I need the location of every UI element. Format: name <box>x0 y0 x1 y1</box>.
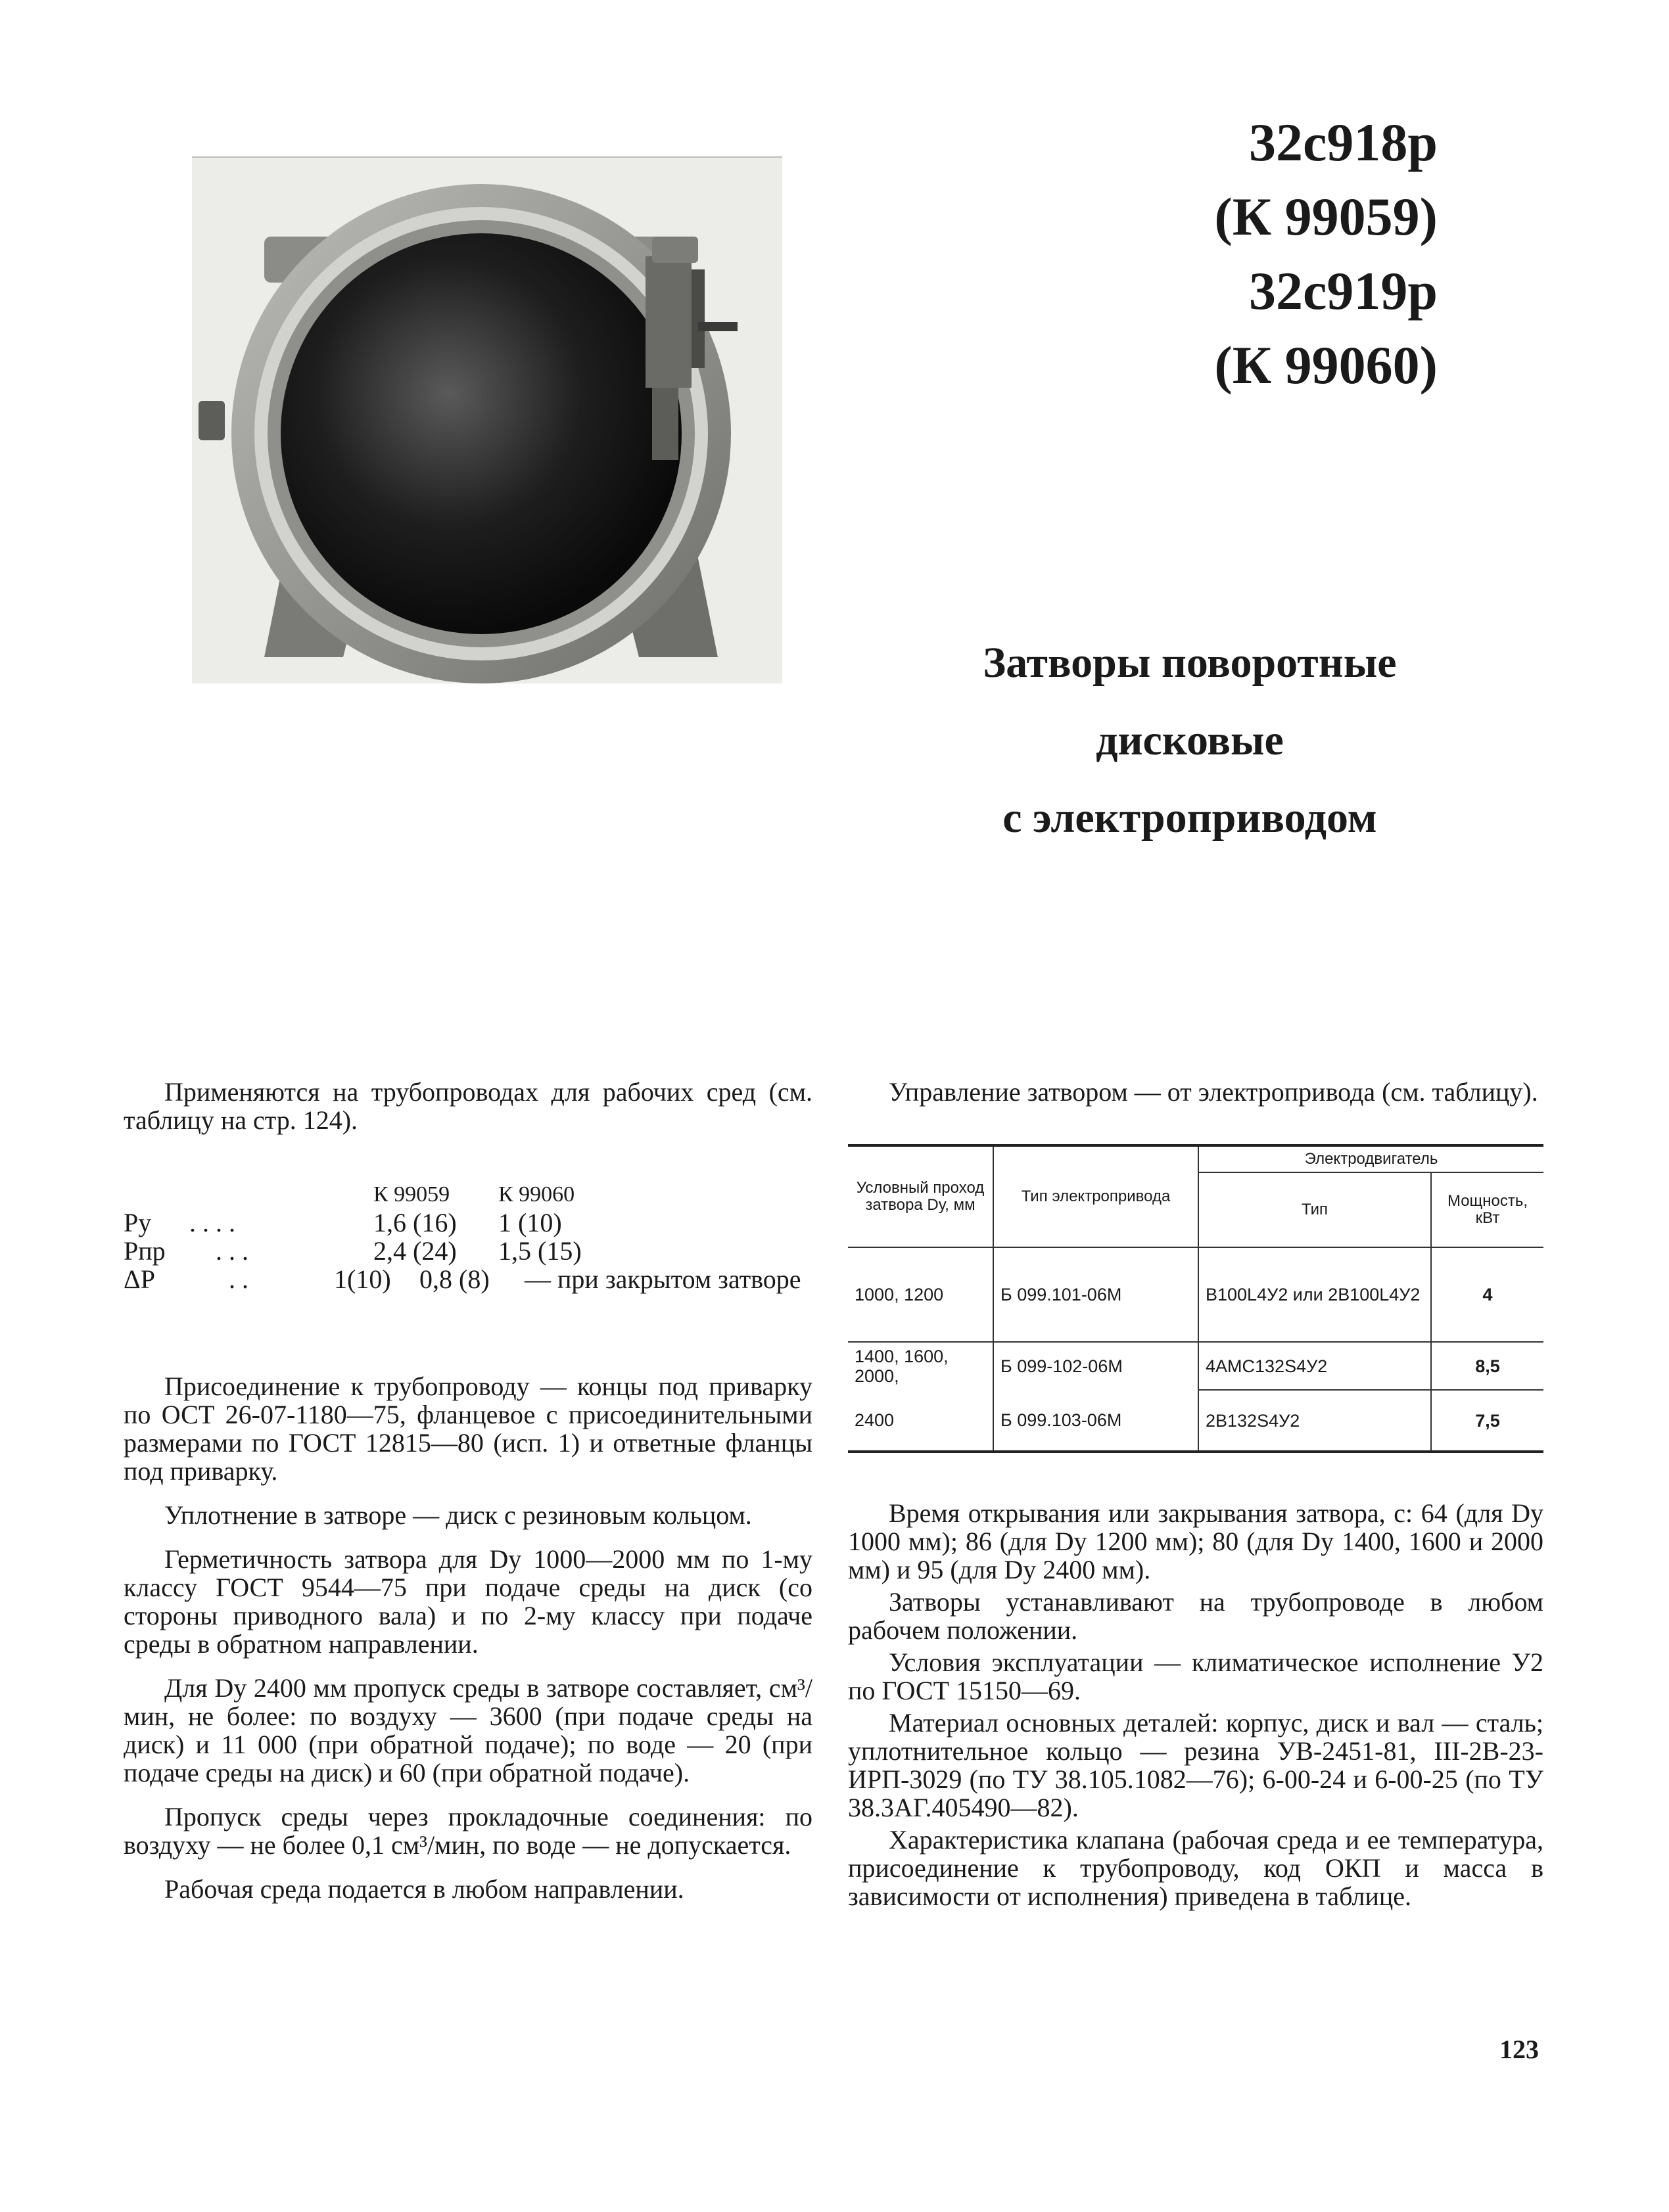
title-line-2: дисковые <box>1096 716 1284 764</box>
table-cell-power: 7,5 <box>1431 1390 1543 1452</box>
spec-value-1: 2,4 (24) <box>373 1236 457 1266</box>
table-cell-power: 8,5 <box>1431 1342 1543 1390</box>
page-number: 123 <box>1499 2035 1539 2064</box>
materials-paragraph: Материал основных деталей: корпус, диск и вал — сталь; уплотнительное кольцо — резина УВ-2451-81, III-2В-23-ИРП-3029 (по ТУ 38.105.1082—76); 6-00-24 и 6-00-25 (по ТУ 38.3АГ.405490—82). <box>848 1708 1543 1822</box>
table-header-type: Тип <box>1198 1172 1431 1247</box>
table-header-pass: Условный проход затвора Dу, мм <box>848 1145 993 1247</box>
spec-header <box>373 1180 812 1209</box>
spec-dots: . . <box>229 1264 248 1294</box>
table-header-motor: Электродвигатель <box>1198 1145 1543 1172</box>
spec-row-py <box>124 1209 812 1237</box>
operating-conditions-paragraph: Условия эксплуатации — климатическое исполнение У2 по ГОСТ 15150—69. <box>848 1647 1543 1705</box>
spec-label: ΔP <box>124 1264 155 1294</box>
spec-row-ppr <box>124 1237 812 1265</box>
application-paragraph: Применяются на трубопроводах для рабочих сред (см. таблицу на стр. 124). <box>124 1077 812 1135</box>
table-cell-drive: Б 099-102-06М <box>993 1342 1198 1390</box>
table-cell-type: 4АМС132S4У2 <box>1198 1342 1431 1390</box>
valve-photo <box>192 156 782 683</box>
actuator-table <box>848 1144 1543 1453</box>
spec-value-2: 1,5 (15) <box>498 1236 582 1266</box>
table-row <box>848 1390 1543 1452</box>
gasket-paragraph: Пропуск среды через прокладочные соединения: по воздуху — не более 0,1 см³/мин, по воде — не допускается. <box>124 1802 812 1860</box>
control-paragraph: Управление затвором — от электропривода (см. таблицу). <box>889 1077 1538 1107</box>
table-cell-drive: Б 099.101-06М <box>993 1247 1198 1342</box>
seal-paragraph: Уплотнение в затворе — диск с резиновым кольцом. <box>164 1500 752 1530</box>
table-cell-pass: 2400 <box>855 1410 895 1430</box>
title-line-1: Затворы поворотные <box>983 639 1397 687</box>
spec-row-dp <box>124 1265 812 1293</box>
flow-direction-paragraph: Рабочая среда подается в любом направлении. <box>164 1874 684 1904</box>
product-title <box>920 624 1459 857</box>
code-2: (К 99059) <box>1214 187 1438 246</box>
left-column <box>124 1078 812 1919</box>
valve-illustration <box>192 158 782 683</box>
leakage-paragraph: Для Dу 2400 мм пропуск среды в затворе составляет, см³/мин, не более: по воздуху — 3600 (при подаче среды на диск) и 11 000 (при обратной подаче); по воде — 20 (при подаче среды на диск) и 60 (при обратной подаче). <box>124 1673 812 1787</box>
table-cell-drive: Б 099.103-06М <box>993 1390 1198 1452</box>
spec-dots: . . . <box>216 1236 248 1266</box>
spec-col-k99060: К 99060 <box>498 1182 575 1207</box>
table-cell-type: 2В132S4У2 <box>1198 1390 1431 1452</box>
product-codes <box>1214 105 1438 402</box>
spec-value-2: 1 (10) <box>498 1208 562 1237</box>
spec-value-1: 1(10) <box>334 1264 391 1294</box>
spec-dots: . . . . <box>189 1208 235 1237</box>
spec-value-2: 0,8 (8) <box>419 1264 490 1294</box>
table-header-power: Мощность, кВт <box>1431 1172 1543 1247</box>
title-line-3: с электроприводом <box>1002 794 1377 842</box>
spec-value-1: 1,6 (16) <box>373 1208 457 1237</box>
pressure-spec <box>124 1180 812 1293</box>
tightness-paragraph: Герметичность затвора для Dу 1000—2000 мм по 1-му классу ГОСТ 9544—75 при подаче среды на диск (со стороны приводного вала) и по 2-му классу при подаче среды в обратном направлении. <box>124 1544 812 1659</box>
table-cell-pass: 1000, 1200 <box>855 1285 944 1304</box>
table-cell-type: В100L4У2 или 2В100L4У2 <box>1198 1247 1431 1342</box>
spec-note: — при закрытом затворе <box>525 1264 801 1294</box>
code-1: 32с918р <box>1249 112 1438 172</box>
code-3: 32с919р <box>1249 261 1438 321</box>
connection-paragraph: Присоединение к трубопроводу — концы под приварку по ОСТ 26-07-1180—75, фланцевое с присоединительными размерами по ГОСТ 12815—80 (исп. 1) и ответные фланцы под приварку. <box>124 1371 812 1486</box>
right-column <box>848 1078 1543 1914</box>
spec-label: Pпр <box>124 1236 166 1266</box>
spec-col-k99059: К 99059 <box>373 1182 450 1207</box>
table-cell-pass: 1400, 1600, 2000, <box>848 1342 993 1390</box>
mounting-paragraph: Затворы устанавливают на трубопроводе в любом рабочем положении. <box>848 1587 1543 1645</box>
table-row <box>848 1247 1543 1342</box>
table-header-drive: Тип электропривода <box>993 1145 1198 1247</box>
code-4: (К 99060) <box>1214 335 1438 395</box>
characteristics-paragraph: Характеристика клапана (рабочая среда и ее температура, присоединение к трубопроводу, код ОКП и масса в зависимости от исполнения) приведена в таблице. <box>848 1825 1543 1911</box>
timing-paragraph: Время открывания или закрывания затвора, с: 64 (для Dу 1000 мм); 86 (для Dу 1200 мм); 80 (для Dу 1400, 1600 и 2000 мм) и 95 (для Dу 2400 мм). <box>848 1498 1543 1584</box>
table-row <box>848 1342 1543 1390</box>
spec-label: Pу <box>124 1208 152 1237</box>
table-cell-power: 4 <box>1431 1247 1543 1342</box>
